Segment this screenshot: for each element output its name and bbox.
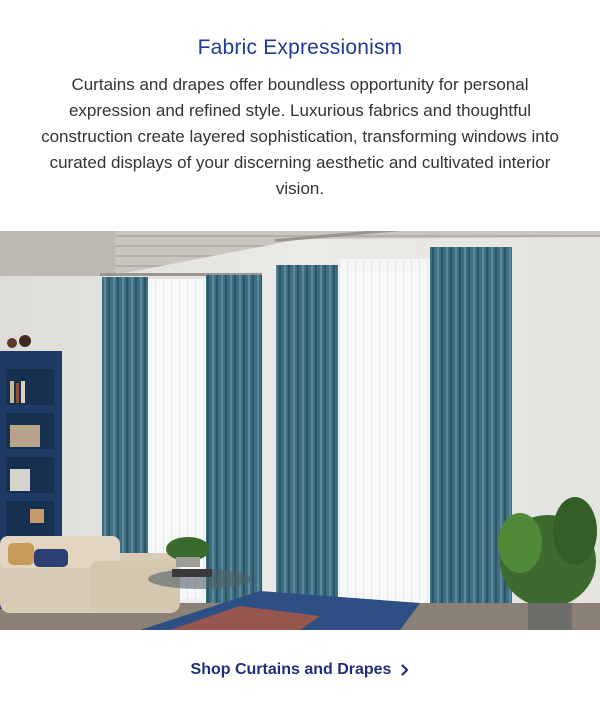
- section-description: Curtains and drapes offer boundless opportunity for personal expression and refined style. Luxurious fabrics and thoughtful construction create layered sophistication, transforming windows into curated displays of your discerning aesthetic and cultivated interior vision.: [41, 75, 559, 198]
- section-title: Fabric Expressionism: [197, 36, 403, 59]
- room-photo-illustration: [0, 231, 600, 630]
- cta-container: [0, 657, 600, 683]
- chevron-right-icon: [401, 664, 409, 676]
- hero-image[interactable]: [0, 231, 600, 630]
- shop-curtains-link[interactable]: [191, 661, 410, 679]
- cta-label: Shop Curtains and Drapes: [190, 661, 392, 678]
